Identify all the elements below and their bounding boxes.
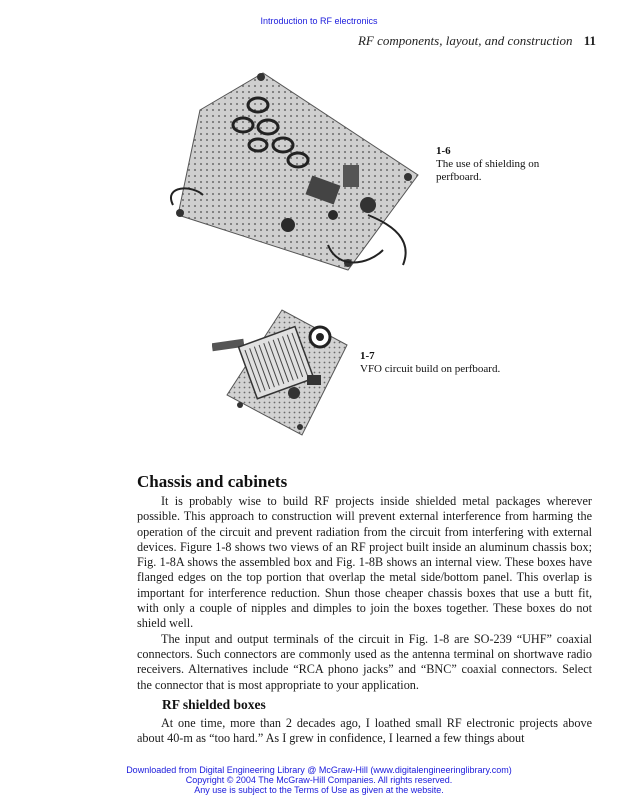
running-head bbox=[358, 33, 596, 49]
paragraph: The input and output terminals of the circuit in Fig. 1-8 are SO-239 “UHF” coaxial connectors. Such connectors are commonly used as the antenna terminal on shortwave radio receivers. Alternatives include “RCA phono jacks” and “BNC” coaxial connectors. Select the connector that is most appropriate to your application. bbox=[137, 631, 592, 692]
footer bbox=[0, 765, 638, 795]
figure-caption-text: The use of shielding on perfboard. bbox=[436, 158, 540, 183]
figure-caption-text: VFO circuit build on perfboard. bbox=[360, 363, 501, 375]
subsection-body bbox=[137, 716, 592, 747]
subsection-title: RF shielded boxes bbox=[162, 697, 266, 712]
footer-copyright: Copyright © 2004 The McGraw-Hill Companies. All rights reserved. bbox=[185, 775, 453, 785]
top-link[interactable]: Introduction to RF electronics bbox=[260, 16, 378, 26]
paragraph: At one time, more than 2 decades ago, I loathed small RF electronic projects above about 40-m as “too hard.” As I grew in confidence, I learned a few things about bbox=[137, 716, 592, 746]
section-body bbox=[137, 494, 592, 693]
figure-number: 1-6 bbox=[436, 145, 451, 157]
figure-1-7-photo bbox=[212, 305, 352, 440]
figure-1-7-caption bbox=[360, 350, 540, 376]
page-number: 11 bbox=[583, 33, 596, 48]
footer-terms[interactable]: Any use is subject to the Terms of Use as given at the website. bbox=[194, 785, 444, 795]
figure-number: 1-7 bbox=[360, 350, 375, 362]
paragraph: It is probably wise to build RF projects inside shielded metal packages wherever possible. This approach to construction will prevent external interference from harming the operation of the circuit and prevent radiation from the circuit from interfering with external devices. Figure 1-8 shows two views of an RF project built inside an aluminum chassis box; Fig. 1-8A shows the assembled box and Fig. 1-8B shows an internal view. These boxes have flanged edges on the top portion that overlap the metal side/bottom panel. This overlap is important for interference reduction. Shun those cheaper chassis boxes that use a butt fit, with only a couple of nipples and dimples to join the boxes together. These boxes do not shield well. bbox=[137, 494, 592, 631]
figure-1-6-photo bbox=[168, 65, 428, 275]
section-title: Chassis and cabinets bbox=[137, 472, 288, 491]
figure-1-6-caption bbox=[436, 145, 576, 184]
running-title: RF components, layout, and construction bbox=[357, 33, 573, 48]
footer-download-link[interactable]: Downloaded from Digital Engineering Library @ McGraw-Hill (www.digitalengineeringlibrary.com) bbox=[126, 765, 512, 775]
